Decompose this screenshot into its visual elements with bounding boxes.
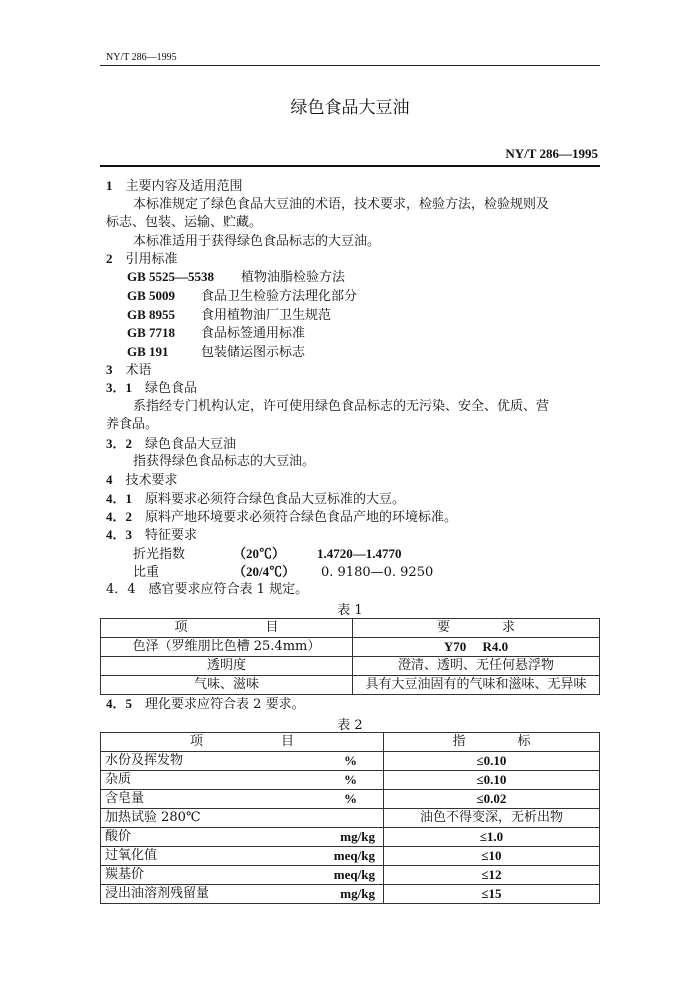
- table-row: 色泽（罗维朋比色槽 25.4mm） Y70 R4.0: [101, 638, 600, 657]
- table-row: 加热试验 280℃ 油色不得变深，无析出物: [101, 809, 600, 828]
- header-code: NY/T 286—1995: [106, 52, 177, 63]
- table-1-col-req: 要 求: [353, 619, 600, 638]
- table-row: 含皂量 % ≤0.02: [101, 790, 600, 809]
- refraction-index-row: 折光指数 （20℃） 1.4720—1.4770: [133, 546, 402, 562]
- table-1-caption: 表 1: [337, 603, 363, 618]
- table-row: 过氧化值 meq/kg ≤10: [101, 847, 600, 866]
- ref-item: GB 5525—5538 植物油脂检验方法: [127, 269, 346, 285]
- title-rule: [100, 165, 600, 167]
- section-3-1-para-b: 养食品。: [106, 417, 159, 432]
- ref-item: GB 8955 食用植物油厂卫生规范: [127, 307, 332, 323]
- section-3-heading: 3 术语: [106, 362, 152, 378]
- section-3-1-heading: 3．1 绿色食品: [106, 380, 198, 396]
- table-2-col-item: 项 目: [101, 733, 384, 752]
- table-1: [100, 618, 600, 695]
- table-2: [100, 732, 600, 904]
- section-1-para-2: 本标准适用于获得绿色食品标志的大豆油。: [133, 234, 381, 249]
- section-4-4: 4．4 感官要求应符合表 1 规定。: [106, 582, 309, 597]
- ref-item: GB 7718 食品标签通用标准: [127, 325, 306, 341]
- table-row: 气味、滋味 具有大豆油固有的气味和滋味、无异味: [101, 676, 600, 695]
- section-4-3-heading: 4．3 特征要求: [106, 527, 198, 543]
- table-2-caption: 表 2: [337, 718, 363, 733]
- table-row: 浸出油溶剂残留量 mg/kg ≤15: [101, 885, 600, 904]
- table-1-col-item: 项 目: [101, 619, 353, 638]
- table-row: 水份及挥发物 % ≤0.10: [101, 752, 600, 771]
- table-row: 酸价 mg/kg ≤1.0: [101, 828, 600, 847]
- table-row: 杂质 % ≤0.10: [101, 771, 600, 790]
- specific-gravity-row: 比重 （20/4℃） 0. 9180—0. 9250: [133, 564, 434, 580]
- table-header: [101, 733, 600, 752]
- ref-item: GB 5009 食品卫生检验方法理化部分: [127, 288, 358, 304]
- section-1-heading: 1 主要内容及适用范围: [106, 178, 243, 194]
- section-4-heading: 4 技术要求: [106, 472, 178, 488]
- standard-number: NY/T 286—1995: [505, 146, 598, 161]
- header-rule: [100, 65, 600, 66]
- page-title: 绿色食品大豆油: [290, 98, 410, 118]
- ref-item: GB 191 包装储运图示标志: [127, 344, 306, 360]
- section-4-2: 4．2 原料产地环境要求必须符合绿色食品产地的环境标准。: [106, 509, 458, 525]
- section-4-5: 4．5 理化要求应符合表 2 要求。: [106, 696, 305, 712]
- section-2-heading: 2 引用标准: [106, 251, 178, 267]
- table-row: 透明度 澄清、透明、无任何悬浮物: [101, 657, 600, 676]
- table-2-col-value: 指 标: [383, 733, 599, 752]
- section-3-2-para: 指获得绿色食品标志的大豆油。: [133, 454, 316, 469]
- section-1-para-1a: 本标准规定了绿色食品大豆油的术语，技术要求，检验方法，检验规则及: [133, 197, 550, 212]
- section-3-1-para-a: 系指经专门机构认定，许可使用绿色食品标志的无污染、安全、优质、营: [133, 399, 550, 414]
- table-header: [101, 619, 600, 638]
- section-4-1: 4．1 原料要求必须符合绿色食品大豆标准的大豆。: [106, 491, 406, 507]
- section-1-para-1b: 标志、包装、运输、贮藏。: [106, 215, 263, 230]
- table-row: 羰基价 meq/kg ≤12: [101, 866, 600, 885]
- section-3-2-heading: 3．2 绿色食品大豆油: [106, 436, 237, 452]
